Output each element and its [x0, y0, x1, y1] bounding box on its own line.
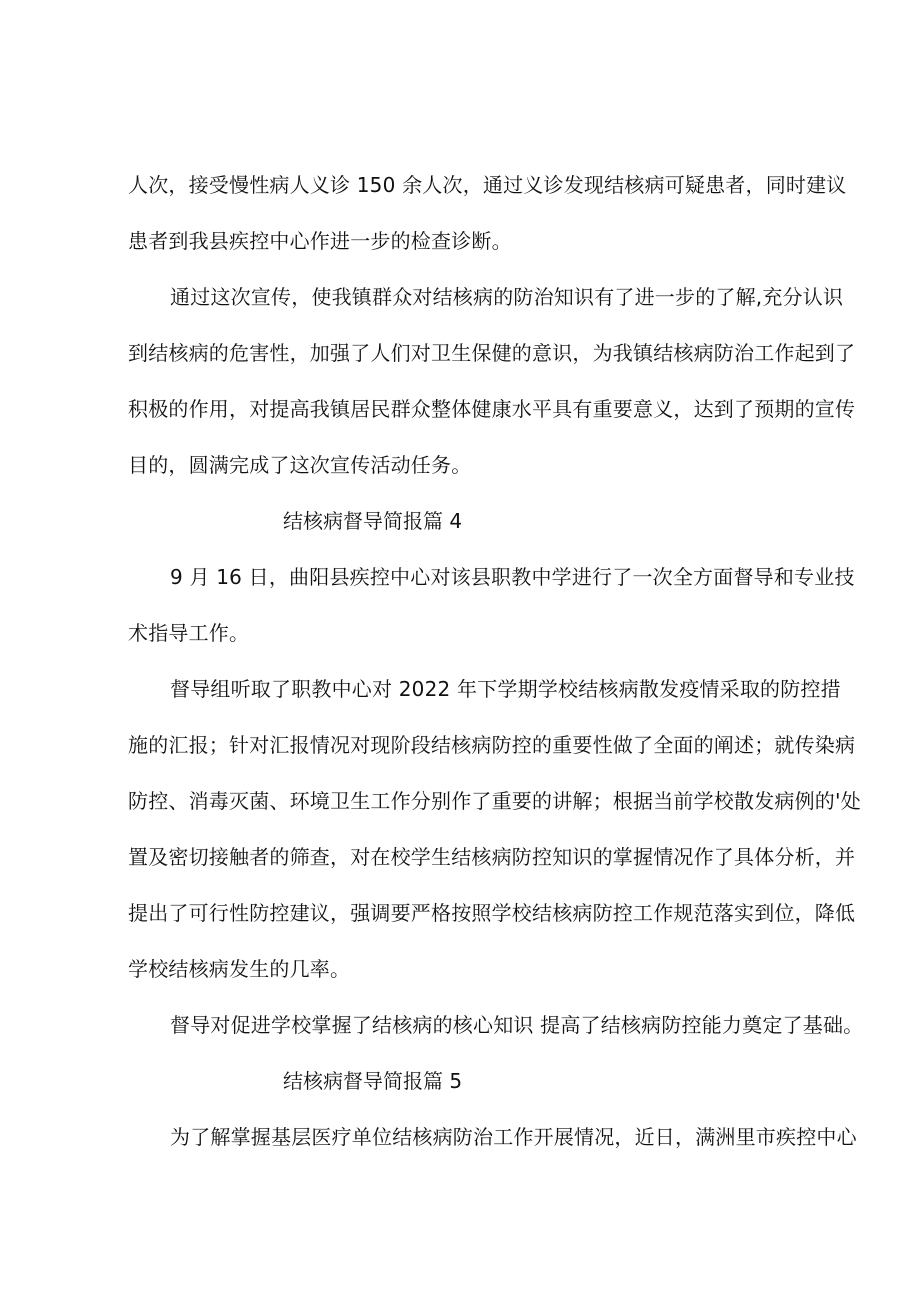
text-line: 置及密切接触者的筛查，对在校学生结核病防控知识的掌握情况作了具体分析，并 — [128, 845, 856, 869]
text-line: 防控、消毒灭菌、环境卫生工作分别作了重要的讲解；根据当前学校散发病例的'处 — [128, 789, 861, 813]
section-heading: 结核病督导简报篇 4 — [283, 509, 463, 533]
paragraph-start-line: 为了解掌握基层医疗单位结核病防治工作开展情况，近日，满洲里市疾控中心 — [170, 1125, 857, 1149]
text-line: 到结核病的危害性，加强了人们对卫生保健的意识，为我镇结核病防治工作起到了 — [128, 341, 856, 365]
text-line: 目的，圆满完成了这次宣传活动任务。 — [128, 453, 472, 477]
paragraph-start-line: 督导对促进学校掌握了结核病的核心知识 提高了结核病防控能力奠定了基础。 — [170, 1013, 864, 1037]
text-line: 积极的作用，对提高我镇居民群众整体健康水平具有重要意义，达到了预期的宣传 — [128, 397, 856, 421]
paragraph-start-line: 督导组听取了职教中心对 2022 年下学期学校结核病散发疫情采取的防控措 — [170, 677, 841, 701]
text-line: 提出了可行性防控建议，强调要严格按照学校结核病防控工作规范落实到位，降低 — [128, 901, 856, 925]
text-line: 施的汇报；针对汇报情况对现阶段结核病防控的重要性做了全面的阐述；就传染病 — [128, 733, 856, 757]
text-line: 患者到我县疾控中心作进一步的检查诊断。 — [128, 229, 512, 253]
text-line: 人次，接受慢性病人义诊 150 余人次，通过义诊发现结核病可疑患者，同时建议 — [128, 173, 847, 197]
text-line: 术指导工作。 — [128, 621, 250, 645]
section-heading: 结核病督导简报篇 5 — [283, 1069, 463, 1093]
paragraph-start-line: 通过这次宣传，使我镇群众对结核病的防治知识有了进一步的了解,充分认识 — [170, 285, 844, 309]
text-line: 学校结核病发生的几率。 — [128, 957, 351, 981]
paragraph-start-line: 9 月 16 日，曲阳县疾控中心对该县职教中学进行了一次全方面督导和专业技 — [170, 565, 855, 589]
